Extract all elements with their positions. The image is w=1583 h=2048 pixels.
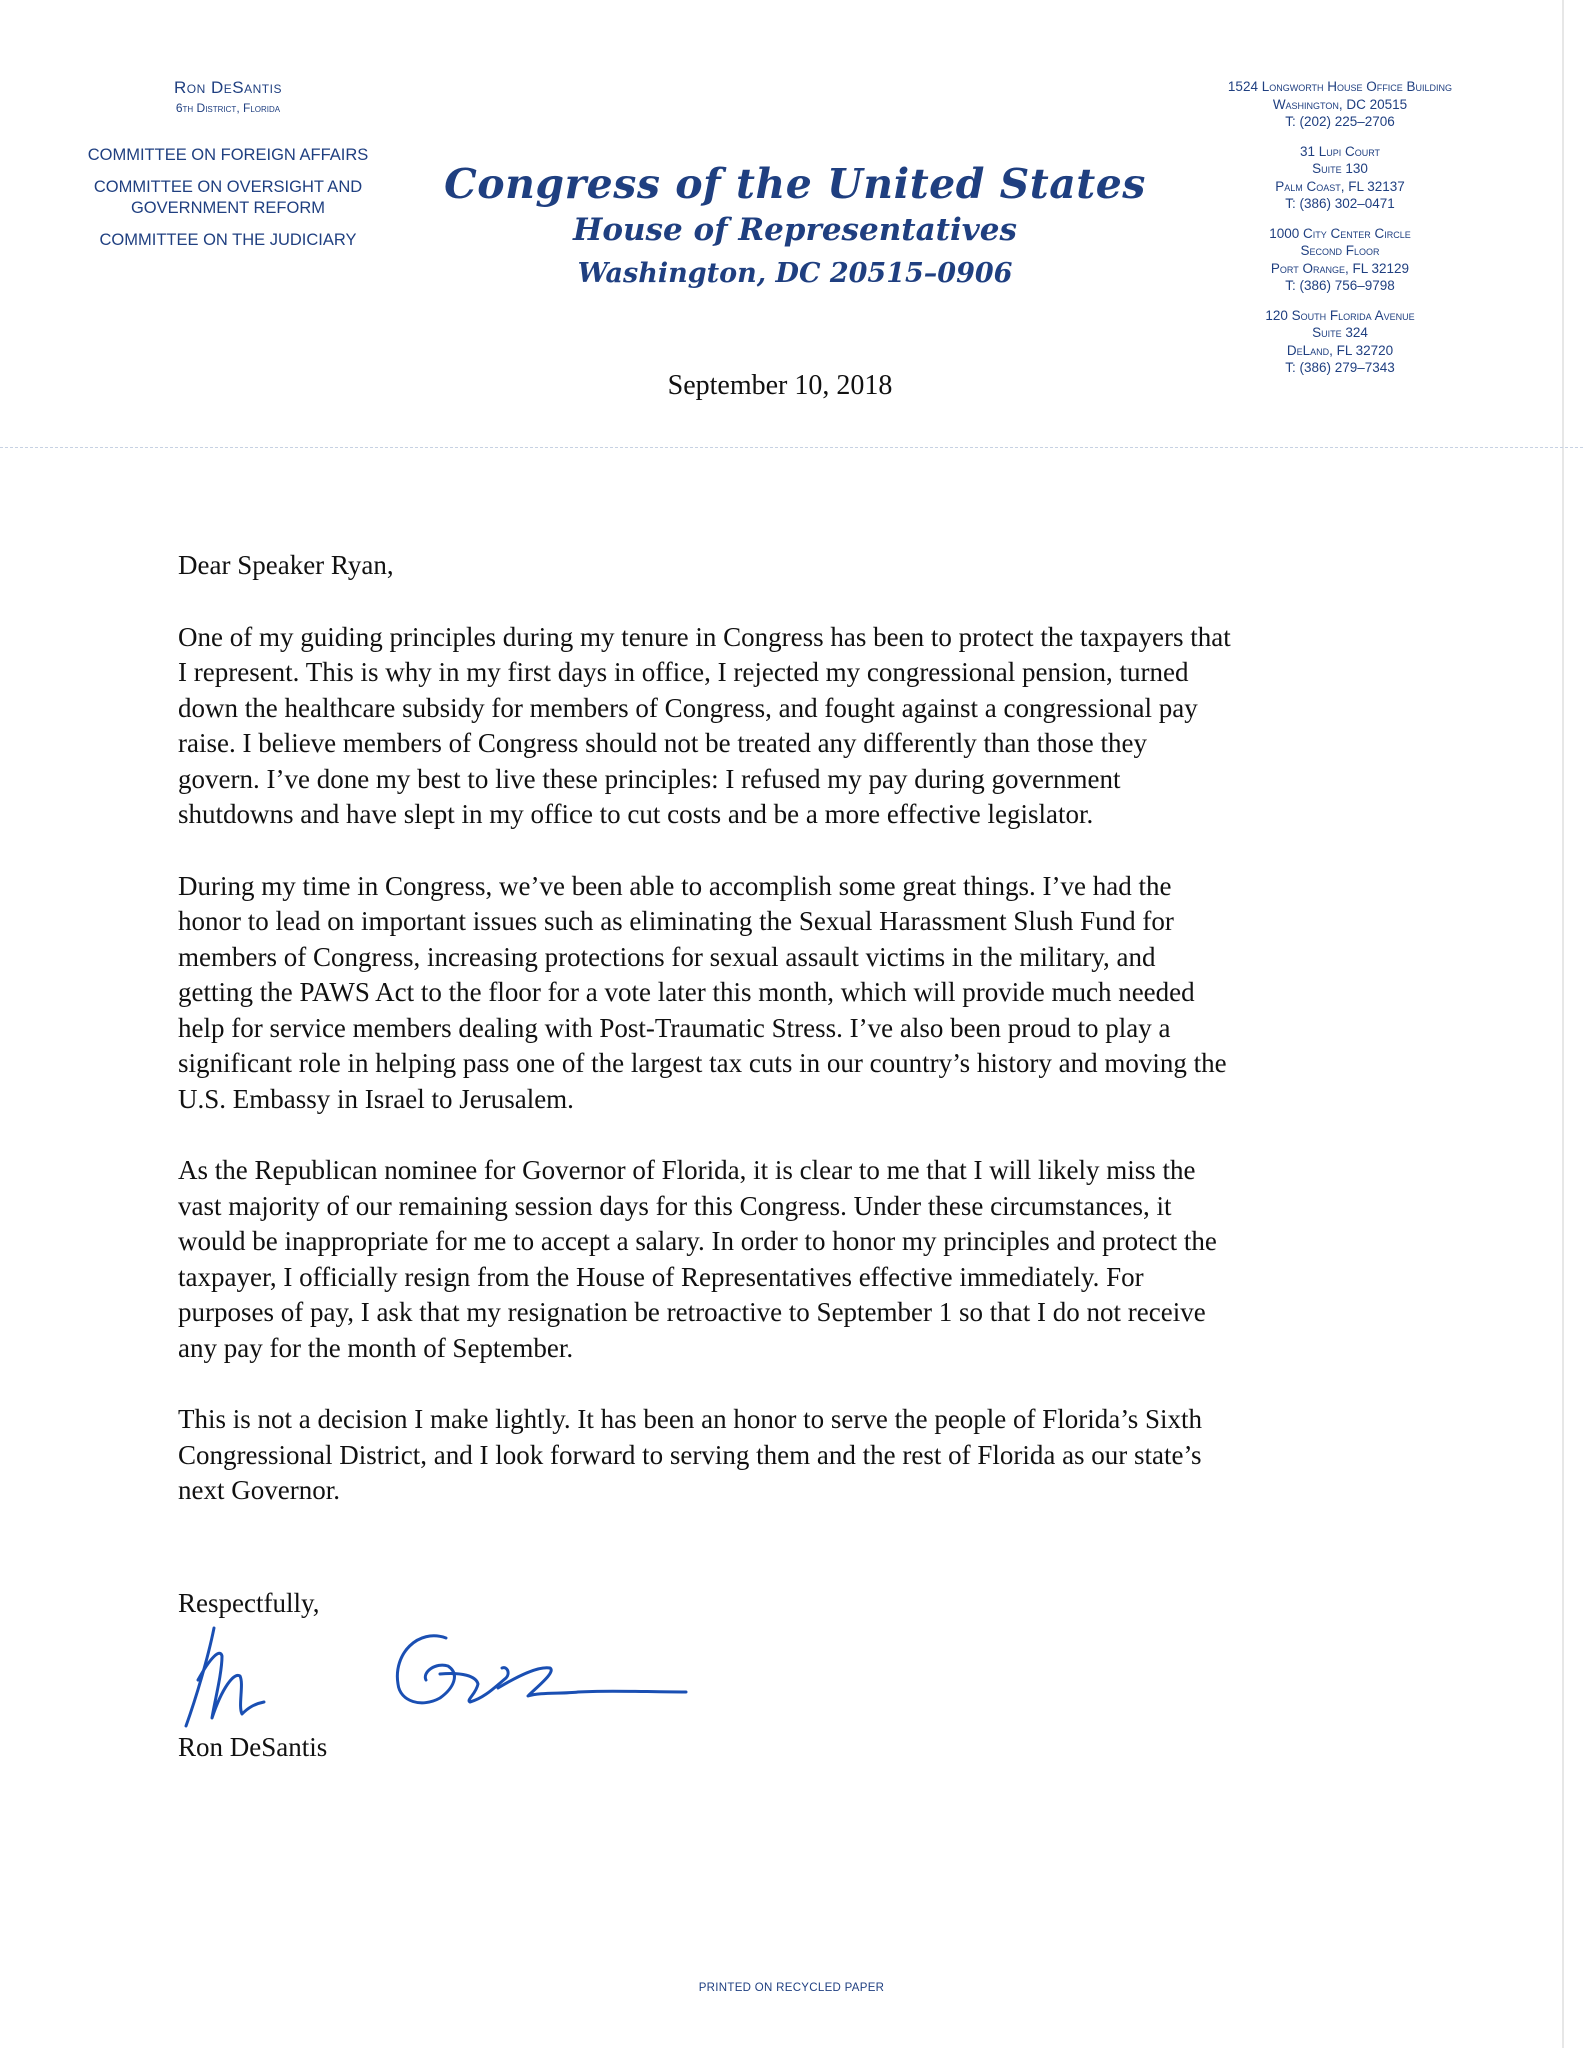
house-title: House of Representatives xyxy=(573,212,1017,248)
office-line: Suite 324 xyxy=(1312,325,1368,340)
text-line: raise. I believe members of Congress should not be treated any differently than those they xyxy=(178,728,1147,758)
office-line: DeLand, FL 32720 xyxy=(1286,342,1394,358)
header-divider xyxy=(0,447,1583,448)
office-line: Port Orange, FL 32129 xyxy=(1270,260,1410,276)
text-line: U.S. Embassy in Israel to Jerusalem. xyxy=(178,1083,574,1114)
office-deland xyxy=(1170,307,1510,377)
text-line: During my time in Congress, we’ve been able to accomplish some great things. I’ve had the xyxy=(178,870,1172,901)
paragraph-closing xyxy=(178,1402,1418,1509)
letter-date: September 10, 2018 xyxy=(667,370,893,401)
office-phone: T: (386) 279–7343 xyxy=(1285,360,1395,375)
text-line: honor to lead on important issues such as eliminating the Sexual Harassment Slush Fund for xyxy=(178,906,1174,936)
signer-name: Ron DeSantis xyxy=(178,1732,328,1762)
text-line: vast majority of our remaining session days for this Congress. Under these circumstances, it xyxy=(178,1190,1172,1221)
office-phone: T: (202) 225–2706 xyxy=(1285,114,1395,129)
text-line: down the healthcare subsidy for members of Congress, and fought against a congressional pay xyxy=(178,692,1198,723)
text-line: significant role in helping pass one of the largest tax cuts in our country’s history and moving the xyxy=(178,1048,1227,1078)
page-edge xyxy=(1562,0,1564,2048)
office-palm-coast xyxy=(1170,143,1510,213)
letterhead-center xyxy=(430,160,1160,289)
congress-title: Congress of the United States xyxy=(444,160,1146,208)
text-line: shutdowns and have slept in my office to cut costs and be a more effective legislator. xyxy=(178,799,1094,829)
text-line: One of my guiding principles during my tenure in Congress has been to protect the taxpayers that xyxy=(178,621,1231,652)
handwritten-signature xyxy=(178,1618,698,1733)
text-line: I represent. This is why in my first days in office, I rejected my congressional pension, turned xyxy=(178,657,1189,687)
office-line: Palm Coast, FL 32137 xyxy=(1275,178,1405,194)
salutation: Dear Speaker Ryan, xyxy=(178,550,394,580)
office-line: 1524 Longworth House Office Building xyxy=(1227,79,1453,94)
text-line: next Governor. xyxy=(178,1475,340,1505)
text-line: members of Congress, increasing protections for sexual assault victims in the military, and xyxy=(178,941,1156,972)
paragraph-accomplishments xyxy=(178,869,1418,1118)
member-name: Ron DeSantis xyxy=(174,78,282,97)
closing: Respectfully, xyxy=(178,1588,320,1618)
office-phone: T: (386) 302–0471 xyxy=(1285,196,1395,211)
text-line: This is not a decision I make lightly. It has been an honor to serve the people of Florida’s Sixth xyxy=(178,1404,1203,1434)
office-phone: T: (386) 756–9798 xyxy=(1285,278,1395,293)
text-line: purposes of pay, I ask that my resignation be retroactive to September 1 so that I do not receive xyxy=(178,1297,1206,1327)
footer-note: PRINTED ON RECYCLED PAPER xyxy=(698,1982,885,1994)
letterhead-address: Washington, DC 20515–0906 xyxy=(577,258,1013,289)
paragraph-resignation xyxy=(178,1153,1418,1366)
office-washington xyxy=(1170,78,1510,131)
paragraph-principles xyxy=(178,620,1418,833)
office-port-orange xyxy=(1170,225,1510,295)
committee-oversight: COMMITTEE ON OVERSIGHT AND GOVERNMENT REFORM xyxy=(93,178,363,217)
text-line: would be inappropriate for me to accept a salary. In order to honor my principles and protect the xyxy=(178,1226,1217,1256)
office-line: 31 Lupi Court xyxy=(1299,143,1381,159)
text-line: any pay for the month of September. xyxy=(178,1332,574,1363)
member-block xyxy=(58,78,398,262)
letter-body xyxy=(178,548,1418,1545)
committee-foreign-affairs: COMMITTEE ON FOREIGN AFFAIRS xyxy=(87,146,369,164)
office-line: Suite 130 xyxy=(1312,161,1368,176)
committee-list xyxy=(58,145,398,251)
member-district: 6th District, Florida xyxy=(175,101,281,115)
text-line: Congressional District, and I look forward to serving them and the rest of Florida as our state’s xyxy=(178,1439,1202,1470)
office-line: Second Floor xyxy=(1300,243,1380,258)
text-line: taxpayer, I officially resign from the House of Representatives effective immediately. For xyxy=(178,1261,1144,1292)
office-line: Washington, DC 20515 xyxy=(1272,96,1408,112)
committee-judiciary: COMMITTEE ON THE JUDICIARY xyxy=(99,231,357,249)
office-line: 120 South Florida Avenue xyxy=(1265,307,1415,323)
text-line: As the Republican nominee for Governor of Florida, it is clear to me that I will likely miss the xyxy=(178,1155,1196,1185)
office-addresses xyxy=(1170,78,1510,389)
text-line: govern. I’ve done my best to live these principles: I refused my pay during government xyxy=(178,763,1121,794)
text-line: getting the PAWS Act to the floor for a vote later this month, which will provide much needed xyxy=(178,977,1195,1007)
office-line: 1000 City Center Circle xyxy=(1269,225,1411,241)
text-line: help for service members dealing with Post-Traumatic Stress. I’ve also been proud to play a xyxy=(178,1012,1171,1043)
